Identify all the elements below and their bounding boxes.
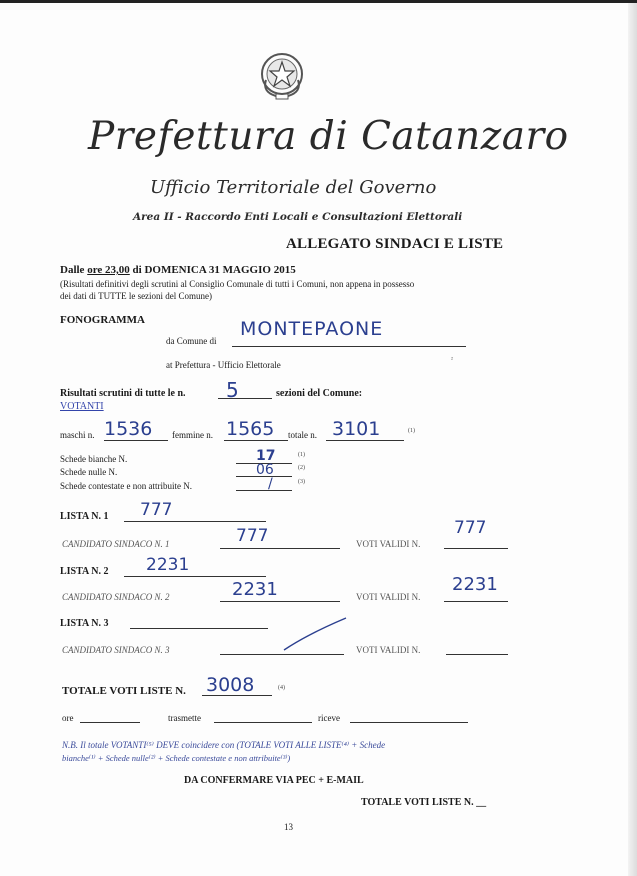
lista-1-line (124, 521, 266, 522)
candidato-1-value: 777 (236, 526, 269, 546)
allegato-heading: ALLEGATO SINDACI E LISTE (286, 236, 504, 252)
maschi-value: 1536 (104, 418, 153, 440)
lista-1-value: 777 (140, 500, 173, 520)
totale-votanti-label: totale n. (288, 430, 317, 440)
voti-validi-3-line (446, 654, 508, 655)
stray-mark: ² (451, 357, 453, 363)
voti-validi-2-value: 2231 (452, 574, 498, 595)
ore-line (80, 722, 140, 723)
schede-contestate-value: / (268, 476, 273, 492)
votanti-label: VOTANTI (60, 401, 104, 412)
ufficio-subtitle: Ufficio Territoriale del Governo (150, 177, 437, 198)
maschi-label: maschi n. (60, 430, 95, 440)
voti-validi-1-value: 777 (454, 518, 487, 538)
scan-edge-top (0, 0, 637, 3)
femmine-line (224, 440, 288, 441)
lista-2-line (124, 576, 266, 577)
lista-2-value: 2231 (146, 555, 190, 575)
riceve-line (350, 722, 468, 723)
nb-line2: bianche⁽¹⁾ + Schede nulle⁽²⁾ + Schede contestate e non attribuite⁽³⁾) (62, 753, 291, 763)
intro-note-line2: dei dati di TUTTE le sezioni del Comune) (60, 291, 213, 301)
nb-line1: N.B. Il totale VOTANTI⁽⁵⁾ DEVE coincidere con (TOTALE VOTI ALLE LISTE⁽⁴⁾ + Schede (62, 740, 386, 750)
candidato-2-label: CANDIDATO SINDACO N. 2 (62, 592, 170, 602)
femmine-value: 1565 (226, 418, 275, 440)
candidato-1-label: CANDIDATO SINDACO N. 1 (62, 539, 170, 549)
totale-votanti-value: 3101 (332, 418, 381, 440)
scan-edge-right (628, 0, 637, 876)
dalle-prefix: Dalle (60, 264, 85, 276)
area-subtitle: Area II - Raccordo Enti Locali e Consultazioni Elettorali (133, 211, 463, 223)
candidato-1-line (220, 548, 340, 549)
totale-liste-label: TOTALE VOTI LISTE N. (62, 685, 186, 697)
totale-votanti-line (326, 440, 404, 441)
lista-1-label: LISTA N. 1 (60, 511, 109, 522)
riceve-label: riceve (318, 713, 340, 723)
schede-contestate-line (236, 490, 292, 491)
schede-bianche-value: 17 (256, 448, 276, 464)
da-comune-label: da Comune di (166, 336, 217, 346)
voti-validi-1-line (444, 548, 508, 549)
schede-bianche-label: Schede bianche N. (60, 454, 128, 464)
totale-liste-value: 3008 (206, 674, 255, 696)
dalle-suffix: di DOMENICA 31 MAGGIO 2015 (132, 264, 296, 276)
da-comune-value: MONTEPAONE (240, 318, 384, 340)
da-comune-line (232, 346, 466, 347)
lista-2-label: LISTA N. 2 (60, 566, 109, 577)
voti-validi-2-line (444, 601, 508, 602)
risultati-suffix: sezioni del Comune: (276, 388, 363, 399)
schede-contestate-label: Schede contestate e non attribuite N. (60, 481, 192, 491)
page-number: 13 (284, 822, 293, 832)
schede-bianche-mark: (1) (298, 452, 305, 458)
voti-validi-1-label: VOTI VALIDI N. (356, 539, 421, 549)
at-prefettura-label: at Prefettura - Ufficio Elettorale (166, 360, 281, 370)
sezioni-value: 5 (226, 378, 239, 402)
maschi-line (104, 440, 168, 441)
schede-nulle-label: Schede nulle N. (60, 467, 118, 477)
candidato-2-line (220, 601, 340, 602)
voti-validi-3-label: VOTI VALIDI N. (356, 645, 421, 655)
intro-note-line1: (Risultati definitivi degli scrutini al Consiglio Comunale di tutti i Comuni, non appena in possesso (60, 279, 415, 289)
femmine-label: femmine n. (172, 430, 213, 440)
lista-3-line (130, 628, 268, 629)
candidato-3-line (220, 654, 344, 655)
candidato-3-label: CANDIDATO SINDACO N. 3 (62, 645, 170, 655)
totale-votanti-mark: (1) (408, 428, 415, 434)
candidato-2-value: 2231 (232, 579, 278, 600)
totale-liste-mark: (4) (278, 685, 285, 691)
confermare-text: DA CONFERMARE VIA PEC + E-MAIL (184, 775, 364, 786)
ore-label: ore (62, 713, 74, 723)
italian-republic-emblem-icon (258, 50, 306, 102)
schede-nulle-value: 06 (256, 462, 274, 478)
schede-contestate-mark: (3) (298, 479, 305, 485)
risultati-prefix: Risultati scrutini di tutte le n. (60, 388, 186, 399)
dalle-ore: ore 23,00 (87, 264, 130, 276)
schede-nulle-mark: (2) (298, 465, 305, 471)
fonogramma-label: FONOGRAMMA (60, 314, 145, 326)
lista-3-label: LISTA N. 3 (60, 618, 109, 629)
trasmette-line (214, 722, 312, 723)
candidato-3-strike (278, 614, 350, 654)
prefettura-title: Prefettura di Catanzaro (88, 114, 569, 159)
trasmette-label: trasmette (168, 713, 201, 723)
totale-footer-text: TOTALE VOTI LISTE N. __ (361, 797, 487, 808)
voti-validi-2-label: VOTI VALIDI N. (356, 592, 421, 602)
dalle-line (60, 264, 296, 276)
